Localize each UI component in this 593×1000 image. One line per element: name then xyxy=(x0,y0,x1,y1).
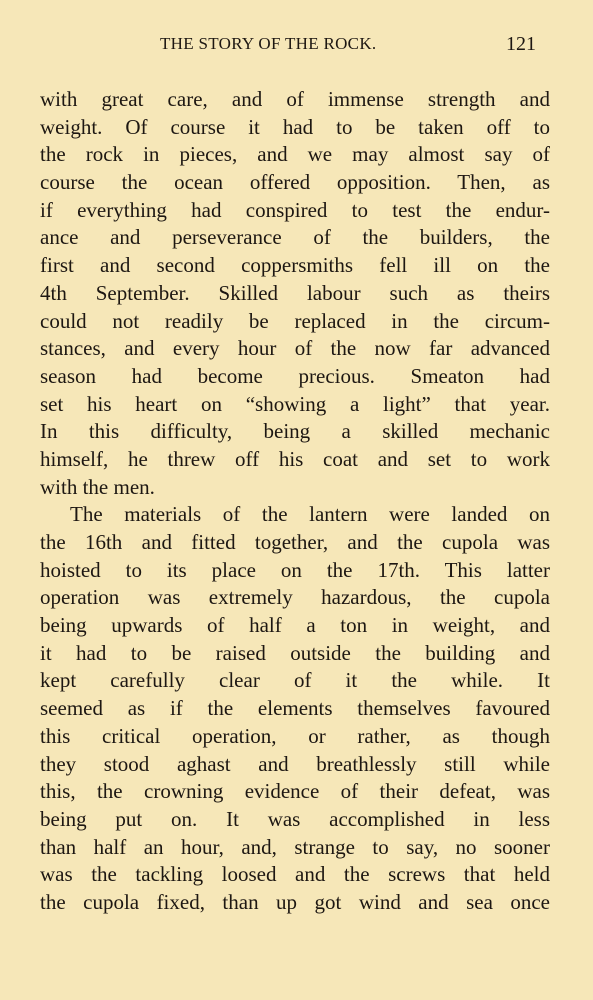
text-line: In this difficulty, being a skilled mechanic xyxy=(40,419,550,444)
text-line: if everything had conspired to test the endur- xyxy=(40,197,550,222)
text-line: with the men. xyxy=(40,474,155,499)
text-line: being upwards of half a ton in weight, and xyxy=(40,613,550,638)
text-line: seemed as if the elements themselves favoured xyxy=(40,696,550,721)
text-line: they stood aghast and breathlessly still while xyxy=(40,751,550,776)
text-line: set his heart on “showing a light” that year. xyxy=(40,391,550,416)
text-line: hoisted to its place on the 17th. This latter xyxy=(40,557,550,582)
running-title: THE STORY OF THE ROCK. xyxy=(160,34,377,53)
text-line: the rock in pieces, and we may almost say of xyxy=(40,142,550,167)
text-line: season had become precious. Smeaton had xyxy=(40,363,550,388)
text-line: it had to be raised outside the building and xyxy=(40,640,550,665)
text-line: himself, he threw off his coat and set to work xyxy=(40,446,550,471)
text-line: the 16th and fitted together, and the cupola was xyxy=(40,530,550,554)
text-line: than half an hour, and, strange to say, no sooner xyxy=(40,834,550,859)
text-line: operation was extremely hazardous, the cupola xyxy=(40,585,550,610)
body-text xyxy=(40,86,550,917)
page-number: 121 xyxy=(506,33,536,55)
text-line: being put on. It was accomplished in less xyxy=(40,806,550,831)
text-line: course the ocean offered opposition. Then, as xyxy=(40,170,550,195)
text-line: kept carefully clear of it the while. It xyxy=(40,668,550,693)
text-line: weight. Of course it had to be taken off to xyxy=(40,114,550,139)
text-line: 4th September. Skilled labour such as theirs xyxy=(40,280,550,305)
text-line: this critical operation, or rather, as though xyxy=(40,723,550,748)
text-line: this, the crowning evidence of their defeat, was xyxy=(40,779,550,804)
text-line: stances, and every hour of the now far advanced xyxy=(40,336,550,361)
text-line: The materials of the lantern were landed on xyxy=(70,502,550,527)
running-head xyxy=(0,34,593,62)
text-line: with great care, and of immense strength and xyxy=(40,87,550,111)
text-line: ance and perseverance of the builders, the xyxy=(40,225,550,250)
text-line: the cupola fixed, than up got wind and sea once xyxy=(40,889,550,914)
text-line: could not readily be replaced in the circum- xyxy=(40,308,550,333)
text-line: was the tackling loosed and the screws that held xyxy=(40,862,550,887)
text-line: first and second coppersmiths fell ill on the xyxy=(40,253,550,278)
